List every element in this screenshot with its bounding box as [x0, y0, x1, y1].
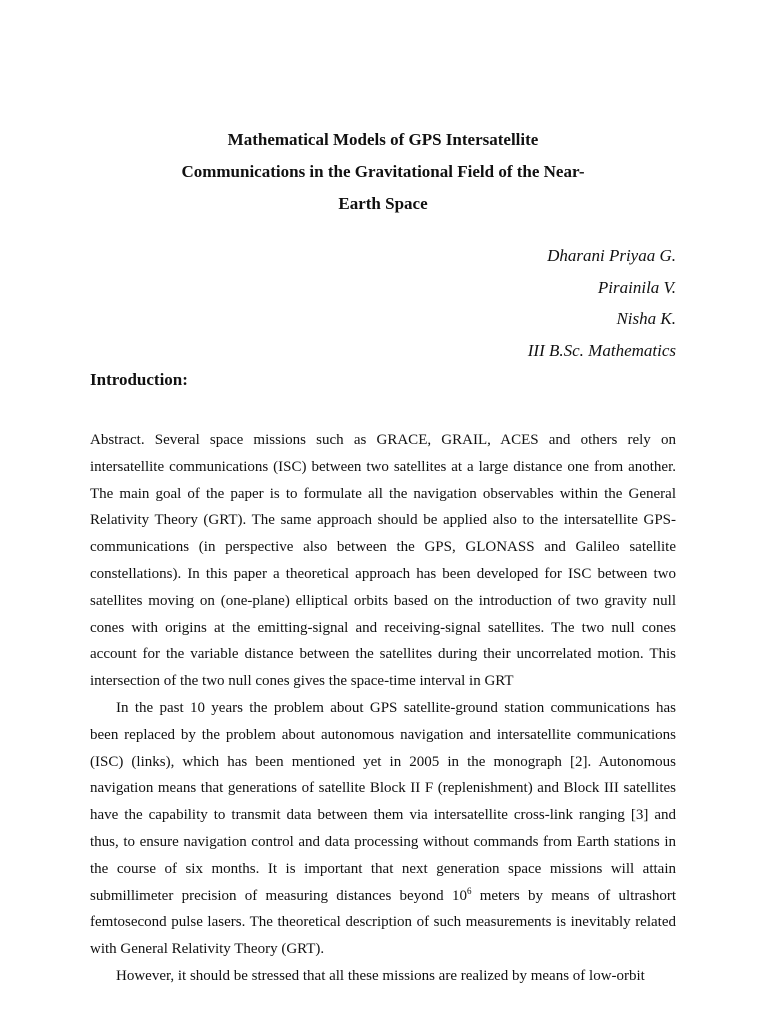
- paragraph-3: However, it should be stressed that all these missions are realized by means of low-orbit: [116, 967, 645, 984]
- paragraph-2-text-b: meters by means of ultrashort femtosecond pulse lasers. The theoretical description of such measurements is inevitably related with General Relativity Theory (GRT).: [90, 887, 677, 958]
- body-text: [90, 427, 676, 990]
- section-heading-introduction: Introduction:: [90, 370, 188, 389]
- author-block: [528, 240, 676, 366]
- author-2: Pirainila V.: [597, 277, 676, 297]
- exponent-superscript: 6: [466, 885, 472, 896]
- title-line-3: Earth Space: [338, 194, 428, 213]
- title-line-1: Mathematical Models of GPS Intersatellite: [227, 130, 539, 149]
- title-line-2: Communications in the Gravitational Field of the Near-: [181, 162, 585, 181]
- author-1: Dharani Priyaa G.: [547, 246, 676, 265]
- paragraph-2: [90, 695, 676, 963]
- paragraph-2-text-a: In the past 10 years the problem about GPS satellite-ground station communications has been replaced by the problem about autonomous navigation and intersatellite communications (ISC) (links), which has been mentioned yet in 2005 in the monograph [2]. Autonomous navigation means that generations of satellite Block II F (replenishment) and Block III satellites have the capability to transmit data between them via intersatellite cross-link ranging [3] and thus, to ensure navigation control and data processing without commands from Earth stations in the course of six months. It is important that next generation space missions will attain submillimeter precision of measuring distances beyond 10: [90, 699, 676, 904]
- paper-title: [90, 124, 676, 220]
- abstract-paragraph: Abstract. Several space missions such as GRACE, GRAIL, ACES and others rely on intersatellite communications (ISC) between two satellites at a large distance one from another. The main goal of the paper is to formulate all the navigation observables within the General Relativity Theory (GRT). The same approach should be applied also to the intersatellite GPS-communications (in perspective also between the GPS, GLONASS and Galileo satellite constellations). In this paper a theoretical approach has been developed for ISC between two satellites moving on (one-plane) elliptical orbits based on the introduction of two gravity null cones with origins at the emitting-signal and receiving-signal satellites. The two null cones account for the variable distance between the satellites during their uncorrelated motion. This intersection of the two null cones gives the space-time interval in GRT: [90, 432, 676, 690]
- author-3: Nisha K.: [616, 309, 676, 328]
- author-affiliation: III B.Sc. Mathematics: [527, 340, 676, 360]
